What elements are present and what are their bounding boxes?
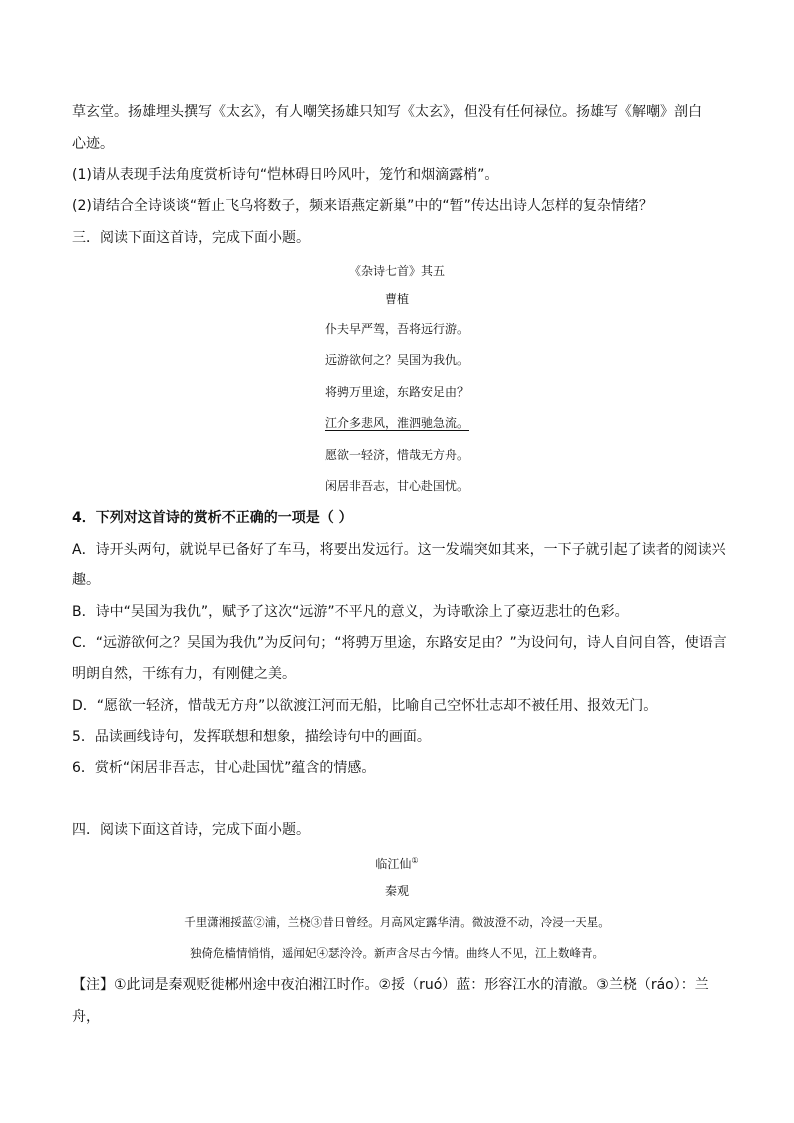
question-2: (2)请结合全诗谈谈“暂止飞乌将数子，频来语燕定新巢”中的“暂”传达出诗人怎样的复杂情绪？ xyxy=(72,198,653,214)
option-d: D．“愿欲一轻济，惜哉无方舟”以欲渡江河而无船，比喻自己空怀壮志却不被任用、报效无门。 xyxy=(72,698,658,714)
poem-line-4-underlined: 江介多悲风，淮泗驰急流。 xyxy=(324,416,469,430)
question-4: 4．下列对这首诗的赏析不正确的一项是（ ） xyxy=(72,510,353,526)
note-line-1: 【注】①此词是秦观贬徙郴州途中夜泊湘江时作。②挼（ruó）蓝：形容江水的清澈。③兰桡（ráo）：兰 xyxy=(72,977,709,993)
poem-author: 曹植 xyxy=(384,292,409,306)
poem2-line-2: 独倚危樯情悄悄，遥闻妃④瑟泠泠。新声含尽古今情。曲终人不见，江上数峰青。 xyxy=(190,946,604,960)
option-a-line-1: A．诗开头两句，就说早已备好了车马，将要出发远行。这一发端突如其来，一下子就引起了读者的阅读兴 xyxy=(72,542,726,558)
poem2-title-text: 临江仙 xyxy=(375,857,412,871)
note-line-2: 舟， xyxy=(72,1009,100,1025)
option-c-line-1: C．“远游欲何之？吴国为我仇”为反问句；“将骋万里途，东路安足由？”为设问句，诗人自问自答，使语言 xyxy=(72,635,727,651)
poem-line-1: 仆夫早严驾，吾将远行游。 xyxy=(324,322,469,336)
poem-line-2: 远游欲何之？吴国为我仇。 xyxy=(324,353,469,367)
poem2-title-note: ① xyxy=(411,856,419,865)
poem2-title xyxy=(0,852,794,873)
intro-line-2: 心迹。 xyxy=(72,136,114,152)
question-1: (1)请从表现手法角度赏析诗句“恺林碍日吟风叶，笼竹和烟滴露梢”。 xyxy=(72,167,499,183)
poem2-author: 秦观 xyxy=(384,884,409,898)
question-6: 6．赏析“闲居非吾志，甘心赴国忧”蕴含的情感。 xyxy=(72,760,376,776)
option-b: B．诗中“吴国为我仇”，赋予了这次“远游”不平凡的意义，为诗歌涂上了豪迈悲壮的色彩。 xyxy=(72,604,629,620)
option-c-line-2: 明朗自然，干练有力，有刚健之美。 xyxy=(72,666,296,682)
intro-line-1: 草玄堂。扬雄埋头撰写《太玄》，有人嘲笑扬雄只知写《太玄》，但没有任何禄位。扬雄写《解嘲》剖白 xyxy=(72,104,702,120)
option-a-line-2: 趣。 xyxy=(72,572,100,588)
poem-line-5: 愿欲一轻济，惜哉无方舟。 xyxy=(324,448,469,462)
poem-line-3: 将骋万里途，东路安足由？ xyxy=(324,385,469,399)
section3-heading: 三．阅读下面这首诗，完成下面小题。 xyxy=(72,230,310,246)
poem-line-6: 闲居非吾志，甘心赴国忧。 xyxy=(324,479,469,493)
poem2-line-1: 千里潇湘挼蓝②浦，兰桡③昔日曾经。月高风定露华清。微波澄不动，冷浸一天星。 xyxy=(184,915,610,929)
poem-title: 《杂诗七首》其五 xyxy=(348,264,445,278)
section4-heading: 四．阅读下面这首诗，完成下面小题。 xyxy=(72,822,310,838)
poem-line-4 xyxy=(0,414,794,432)
question-5: 5．品读画线诗句，发挥联想和想象，描绘诗句中的画面。 xyxy=(72,729,431,745)
